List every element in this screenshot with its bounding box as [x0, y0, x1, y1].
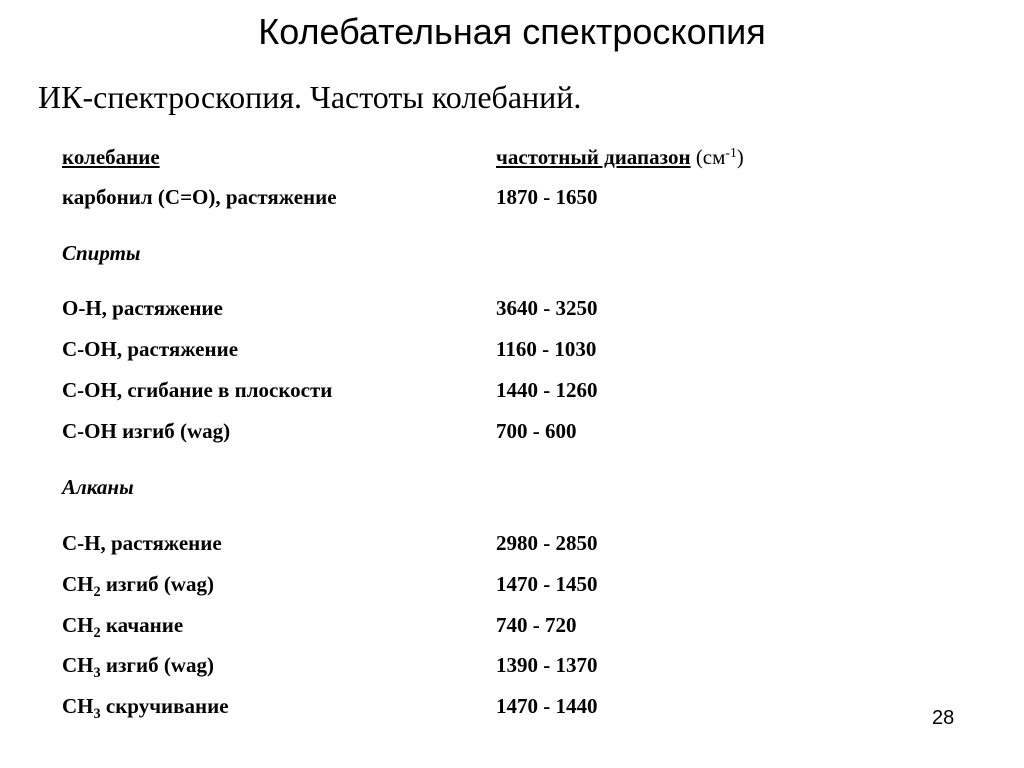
slide-subtitle: ИК-спектроскопия. Частоты колебаний. — [38, 79, 582, 115]
table-row — [0, 182, 1024, 212]
section-heading-alkanes — [0, 472, 1024, 502]
vibration-name: C-OH изгиб (wag) — [62, 419, 231, 443]
table-row — [0, 528, 1024, 558]
vibration-name — [62, 691, 229, 721]
formula-base: CH — [62, 653, 94, 677]
table-row — [0, 293, 1024, 323]
unit-prefix: (см — [695, 145, 726, 169]
slide-title: Колебательная спектроскопия — [258, 11, 766, 52]
formula-subscript: 2 — [93, 624, 101, 641]
frequency-range: 1390 - 1370 — [496, 653, 598, 677]
table-row — [0, 691, 1024, 721]
vibration-name: O-H, растяжение — [62, 296, 223, 320]
vibration-type: качание — [100, 613, 184, 637]
table-row — [0, 569, 1024, 599]
formula-subscript: 3 — [93, 664, 101, 681]
frequency-range: 1470 - 1450 — [496, 572, 598, 596]
vibration-name: карбонил (C=O), растяжение — [62, 185, 337, 209]
frequency-range: 1870 - 1650 — [496, 185, 598, 209]
vibration-type: изгиб (wag) — [100, 653, 214, 677]
frequency-range: 3640 - 3250 — [496, 296, 598, 320]
vibration-name — [62, 569, 214, 599]
section-heading-alcohols — [0, 238, 1024, 268]
formula-base: CH — [62, 572, 94, 596]
unit-superscript: -1 — [725, 145, 737, 161]
table-row — [0, 375, 1024, 405]
frequency-range: 1160 - 1030 — [496, 337, 597, 361]
formula-base: CH — [62, 613, 94, 637]
formula-base: CH — [62, 694, 94, 718]
table-row — [0, 416, 1024, 446]
vibration-type: изгиб (wag) — [100, 572, 214, 596]
vibration-name: C-H, растяжение — [62, 531, 222, 555]
frequency-range: 740 - 720 — [496, 613, 577, 637]
column-header-vibration: колебание — [62, 145, 160, 169]
section-label: Спирты — [62, 241, 141, 265]
formula-subscript: 3 — [93, 705, 101, 722]
vibration-name — [62, 650, 214, 680]
frequency-range: 1440 - 1260 — [496, 378, 598, 402]
page-number: 28 — [932, 707, 955, 729]
table-row — [0, 334, 1024, 364]
frequency-range: 1470 - 1440 — [496, 694, 598, 718]
vibration-name: C-OH, сгибание в плоскости — [62, 378, 333, 402]
vibration-name — [62, 610, 183, 640]
table-row — [0, 650, 1024, 680]
unit-suffix: ) — [736, 145, 744, 169]
column-header-frequency-label: частотный диапазон — [496, 145, 691, 169]
vibration-name: C-OH, растяжение — [62, 337, 239, 361]
frequency-range: 2980 - 2850 — [496, 531, 598, 555]
section-label: Алканы — [62, 475, 134, 499]
table-row — [0, 610, 1024, 640]
column-header-frequency — [496, 142, 744, 172]
table-header — [0, 142, 1024, 172]
formula-subscript: 2 — [93, 583, 101, 600]
vibration-type: скручивание — [100, 694, 229, 718]
frequency-range: 700 - 600 — [496, 419, 577, 443]
